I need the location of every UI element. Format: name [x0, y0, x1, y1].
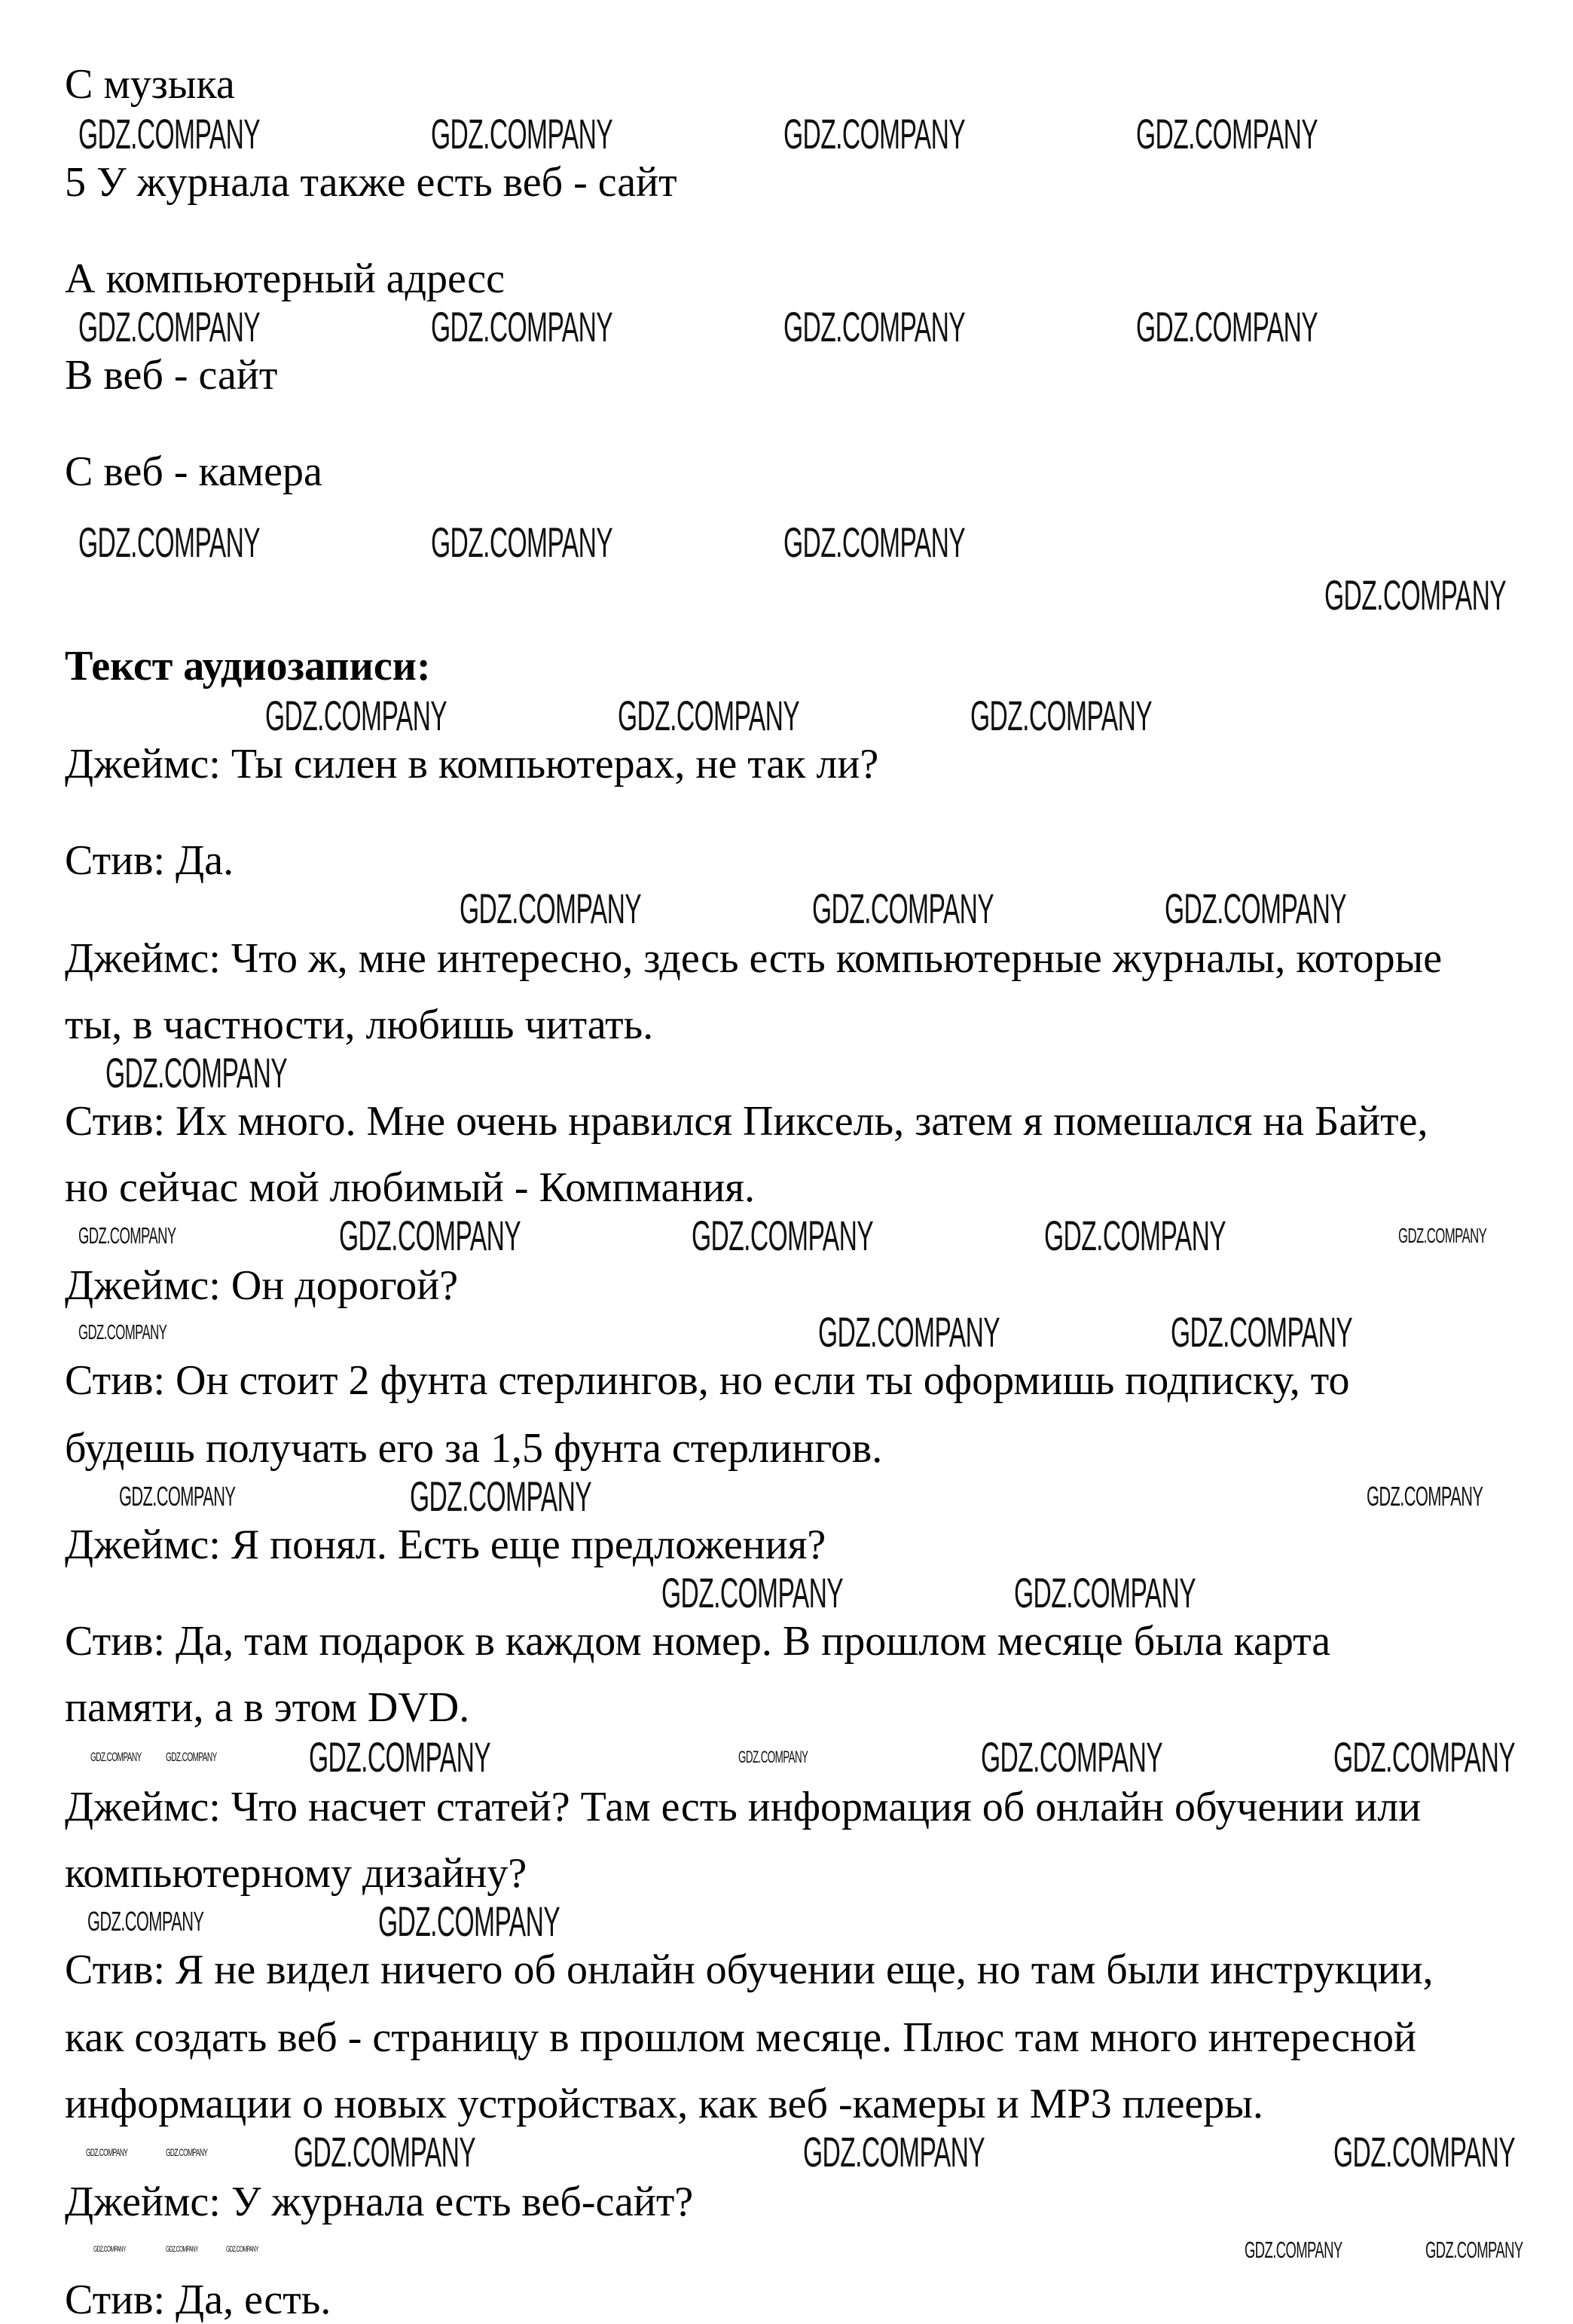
watermark: GDZ.COMPANY — [1044, 1212, 1226, 1259]
watermark: GDZ.COMPANY — [812, 885, 994, 932]
watermark: GDZ.COMPANY — [1324, 571, 1507, 619]
watermark: GDZ.COMPANY — [78, 303, 261, 350]
watermark: GDZ.COMPANY — [783, 518, 966, 566]
transcript-line: Стив: Их много. Мне очень нравился Пиксель, затем я помешался на Байте, — [65, 1098, 1428, 1145]
transcript-line: Джеймс: Он дорогой? — [65, 1262, 459, 1309]
watermark: GDZ.COMPANY — [119, 1480, 236, 1512]
watermark: GDZ.COMPANY — [166, 1749, 217, 1764]
watermark: GDZ.COMPANY — [618, 692, 800, 739]
watermark: GDZ.COMPANY — [87, 1905, 204, 1937]
watermark: GDZ.COMPANY — [981, 1733, 1163, 1781]
watermark: GDZ.COMPANY — [783, 110, 966, 157]
watermark: GDZ.COMPANY — [818, 1308, 1000, 1356]
watermark: GDZ.COMPANY — [431, 518, 613, 566]
transcript-line: Стив: Да, есть. — [65, 2277, 331, 2323]
watermark: GDZ.COMPANY — [105, 1049, 288, 1096]
transcript-line: Стив: Да, там подарок в каждом номер. В прошлом месяце была карта — [65, 1618, 1331, 1665]
watermark: GDZ.COMPANY — [431, 110, 613, 157]
watermark: GDZ.COMPANY — [1136, 303, 1318, 350]
watermark: GDZ.COMPANY — [265, 692, 447, 739]
watermark: GDZ.COMPANY — [1014, 1569, 1196, 1616]
transcript-line: компьютерному дизайну? — [65, 1850, 527, 1897]
watermark: GDZ.COMPANY — [738, 1747, 808, 1766]
watermark: GDZ.COMPANY — [1333, 2128, 1516, 2176]
transcript-line: Джеймс: Что ж, мне интересно, здесь есть компьютерные журналы, которые — [65, 935, 1443, 982]
watermark: GDZ.COMPANY — [692, 1212, 874, 1259]
watermark: GDZ.COMPANY — [1367, 1480, 1483, 1512]
watermark: GDZ.COMPANY — [166, 2245, 198, 2255]
transcript-line: памяти, а в этом DVD. — [65, 1684, 470, 1731]
transcript-line: ты, в частности, любишь читать. — [65, 1001, 654, 1048]
watermark: GDZ.COMPANY — [78, 1222, 176, 1249]
watermark: GDZ.COMPANY — [1398, 1224, 1487, 1247]
question-5: 5 У журнала также есть веб - сайт — [65, 159, 677, 206]
watermark: GDZ.COMPANY — [78, 518, 261, 566]
watermark: GDZ.COMPANY — [1425, 2236, 1523, 2263]
transcript-line: Джеймс: У журнала есть веб-сайт? — [65, 2179, 694, 2225]
transcript-line: информации о новых устройствах, как веб -камеры и MP3 плееры. — [65, 2081, 1263, 2127]
watermark: GDZ.COMPANY — [1136, 110, 1318, 157]
option-a-address: А компьютерный адресс — [65, 255, 505, 302]
transcript-line: Джеймс: Я понял. Есть еще предложения? — [65, 1521, 826, 1568]
watermark: GDZ.COMPANY — [970, 692, 1153, 739]
watermark: GDZ.COMPANY — [166, 2146, 208, 2158]
transcript-line: Стив: Он стоит 2 фунта стерлингов, но если ты оформишь подписку, то — [65, 1357, 1350, 1404]
transcript-line: будешь получать его за 1,5 фунта стерлингов. — [65, 1425, 883, 1472]
watermark: GDZ.COMPANY — [460, 885, 642, 932]
watermark: GDZ.COMPANY — [86, 2146, 128, 2158]
watermark: GDZ.COMPANY — [294, 2128, 476, 2176]
transcript-line: как создать веб - страницу в прошлом месяце. Плюс там много интересной — [65, 2014, 1416, 2061]
transcript-line: Джеймс: Что насчет статей? Там есть информация об онлайн обучении или — [65, 1784, 1422, 1830]
option-b-website: В веб - сайт — [65, 352, 278, 399]
watermark: GDZ.COMPANY — [309, 1733, 491, 1781]
watermark: GDZ.COMPANY — [1333, 1733, 1516, 1781]
watermark: GDZ.COMPANY — [378, 1897, 560, 1945]
watermark: GDZ.COMPANY — [78, 110, 261, 157]
watermark: GDZ.COMPANY — [226, 2245, 258, 2255]
transcript-line: Стив: Да. — [65, 837, 234, 884]
watermark: GDZ.COMPANY — [1165, 885, 1347, 932]
watermark: GDZ.COMPANY — [1171, 1308, 1353, 1356]
transcript-line: Стив: Я не видел ничего об онлайн обучении еще, но там были инструкции, — [65, 1946, 1434, 1993]
option-c-webcam: С веб - камера — [65, 448, 322, 495]
watermark: GDZ.COMPANY — [339, 1212, 521, 1259]
option-c-music: С музыка — [65, 61, 235, 108]
watermark: GDZ.COMPANY — [410, 1472, 592, 1520]
watermark: GDZ.COMPANY — [1245, 2236, 1342, 2263]
watermark: GDZ.COMPANY — [661, 1569, 844, 1616]
transcript-line: но сейчас мой любимый - Компмания. — [65, 1164, 756, 1211]
watermark: GDZ.COMPANY — [803, 2128, 985, 2176]
watermark: GDZ.COMPANY — [783, 303, 966, 350]
transcript-line: Джеймс: Ты силен в компьютерах, не так ли? — [65, 741, 879, 787]
watermark: GDZ.COMPANY — [431, 303, 613, 350]
transcript-heading: Текст аудиозаписи: — [65, 643, 431, 690]
watermark: GDZ.COMPANY — [90, 1749, 142, 1764]
watermark: GDZ.COMPANY — [93, 2245, 126, 2255]
watermark: GDZ.COMPANY — [78, 1320, 167, 1344]
